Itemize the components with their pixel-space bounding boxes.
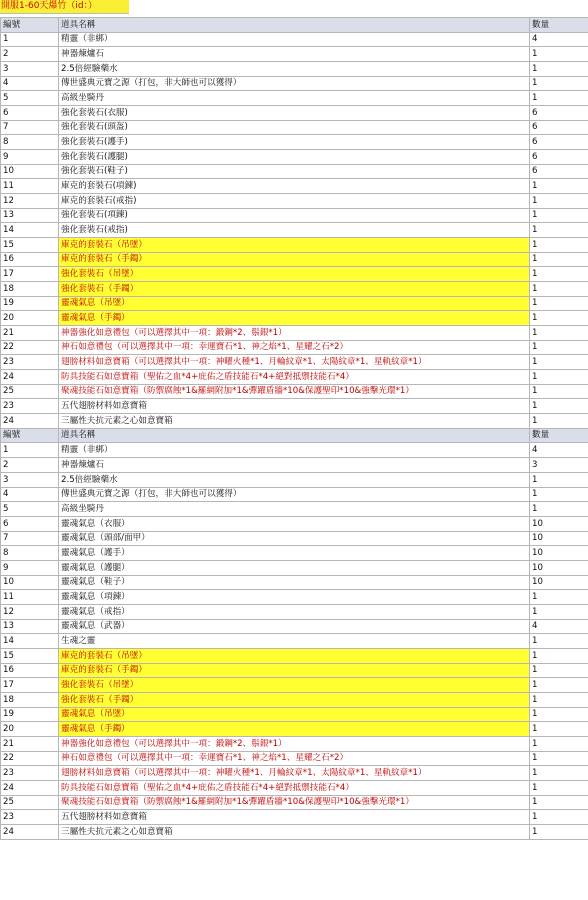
qty-cell[interactable]: 1 — [530, 296, 588, 311]
table-row — [1, 634, 588, 649]
num-cell[interactable]: 9 — [1, 150, 59, 165]
num-cell[interactable]: 11 — [1, 179, 59, 194]
num-cell[interactable]: 3 — [1, 62, 59, 77]
name-cell[interactable]: 強化套裝石(頭盔) — [59, 120, 530, 135]
qty-cell[interactable]: 1 — [530, 707, 588, 722]
name-cell[interactable]: 強化套裝石(衣服) — [59, 106, 530, 121]
num-cell[interactable]: 22 — [1, 751, 59, 766]
qty-cell[interactable]: 1 — [530, 62, 588, 77]
table-row — [1, 575, 588, 590]
qty-cell[interactable]: 3 — [530, 458, 588, 473]
table-row — [1, 355, 588, 370]
table-row — [1, 414, 588, 429]
qty-cell[interactable]: 1 — [530, 91, 588, 106]
num-cell[interactable]: 17 — [1, 267, 59, 282]
qty-cell[interactable]: 4 — [530, 32, 588, 47]
num-cell[interactable]: 5 — [1, 91, 59, 106]
qty-cell[interactable]: 10 — [530, 546, 588, 561]
table-row — [1, 32, 588, 47]
name-cell[interactable]: 強化套裝石(鞋子) — [59, 164, 530, 179]
qty-cell[interactable]: 1 — [530, 648, 588, 663]
qty-cell[interactable]: 1 — [530, 487, 588, 502]
name-cell[interactable]: 三屬性夫抗元素之心如意寶箱 — [59, 824, 530, 839]
num-cell[interactable]: 15 — [1, 648, 59, 663]
num-cell[interactable]: 4 — [1, 487, 59, 502]
name-cell[interactable]: 神石如意禮包（可以選擇其中一項：幸運寶石*1、神之焰*1、星耀之石*2） — [59, 340, 530, 355]
name-cell[interactable]: 強化套裝石（吊墜） — [59, 678, 530, 693]
table-row — [1, 370, 588, 385]
header-num-cell[interactable]: 編號 — [1, 428, 59, 443]
name-cell[interactable]: 高級坐騎丹 — [59, 502, 530, 517]
table-row — [1, 47, 588, 62]
name-cell[interactable]: 強化套裝石(項鍊) — [59, 208, 530, 223]
qty-cell[interactable]: 10 — [530, 560, 588, 575]
name-cell[interactable]: 五代翅膀材料如意寶箱 — [59, 810, 530, 825]
qty-cell[interactable]: 1 — [530, 311, 588, 326]
qty-cell[interactable]: 6 — [530, 150, 588, 165]
table-row — [1, 326, 588, 341]
table-row — [1, 780, 588, 795]
qty-cell[interactable]: 1 — [530, 751, 588, 766]
num-cell[interactable]: 2 — [1, 47, 59, 62]
table-row — [1, 663, 588, 678]
num-cell[interactable]: 12 — [1, 604, 59, 619]
qty-cell[interactable]: 6 — [530, 106, 588, 121]
qty-cell[interactable]: 1 — [530, 678, 588, 693]
qty-cell[interactable]: 1 — [530, 223, 588, 238]
name-cell[interactable]: 靈魂氣息（手鐲） — [59, 311, 530, 326]
name-cell[interactable]: 庫克的套裝石（手鐲） — [59, 663, 530, 678]
header-name-cell[interactable]: 道具名稱 — [59, 18, 530, 33]
table-row — [1, 238, 588, 253]
table-row — [1, 340, 588, 355]
table-row — [1, 120, 588, 135]
name-cell[interactable]: 三屬性夫抗元素之心如意寶箱 — [59, 414, 530, 429]
table-row — [1, 604, 588, 619]
name-cell[interactable]: 靈魂氣息（護手） — [59, 546, 530, 561]
header-row — [1, 428, 588, 443]
name-cell[interactable]: 強化套裝石（手鐲） — [59, 692, 530, 707]
qty-cell[interactable]: 1 — [530, 340, 588, 355]
name-cell[interactable]: 庫克的套裝石（吊墜） — [59, 238, 530, 253]
num-cell[interactable]: 9 — [1, 560, 59, 575]
qty-cell[interactable]: 1 — [530, 692, 588, 707]
table-row — [1, 707, 588, 722]
table-row — [1, 648, 588, 663]
qty-cell[interactable]: 1 — [530, 179, 588, 194]
name-cell[interactable]: 強化套裝石(護手) — [59, 135, 530, 150]
table-row — [1, 150, 588, 165]
name-cell[interactable]: 靈魂氣息（武器） — [59, 619, 530, 634]
num-cell[interactable]: 15 — [1, 238, 59, 253]
table-row — [1, 62, 588, 77]
name-cell[interactable]: 靈魂氣息（鞋子） — [59, 575, 530, 590]
name-cell[interactable]: 庫克的套裝石（手鐲） — [59, 252, 530, 267]
num-cell[interactable]: 10 — [1, 575, 59, 590]
header-num-cell[interactable]: 編號 — [1, 18, 59, 33]
name-cell[interactable]: 靈魂氣息（手鐲） — [59, 722, 530, 737]
name-cell[interactable]: 靈魂氣息（戒指） — [59, 604, 530, 619]
qty-cell[interactable]: 1 — [530, 766, 588, 781]
qty-cell[interactable]: 1 — [530, 238, 588, 253]
num-cell[interactable]: 23 — [1, 355, 59, 370]
table-row — [1, 766, 588, 781]
num-cell[interactable]: 20 — [1, 722, 59, 737]
num-cell[interactable]: 24 — [1, 780, 59, 795]
header-name-cell[interactable]: 道具名稱 — [59, 428, 530, 443]
qty-cell[interactable]: 1 — [530, 47, 588, 62]
table-row — [1, 106, 588, 121]
qty-cell[interactable]: 1 — [530, 604, 588, 619]
num-cell[interactable]: 16 — [1, 663, 59, 678]
qty-cell[interactable]: 6 — [530, 120, 588, 135]
name-cell[interactable]: 精靈（非綁） — [59, 443, 530, 458]
qty-cell[interactable]: 1 — [530, 795, 588, 810]
table-row — [1, 179, 588, 194]
num-cell[interactable]: 1 — [1, 443, 59, 458]
num-cell[interactable]: 25 — [1, 795, 59, 810]
table-row — [1, 810, 588, 825]
name-cell[interactable]: 翅膀材料如意寶箱（可以選擇其中一項：神曜火種*1、月輪紋章*1、太陽紋章*1、星軌紋章*1） — [59, 355, 530, 370]
num-cell[interactable]: 1 — [1, 32, 59, 47]
qty-cell[interactable]: 1 — [530, 824, 588, 839]
num-cell[interactable]: 18 — [1, 282, 59, 297]
name-cell[interactable]: 強化套裝石(戒指) — [59, 223, 530, 238]
qty-cell[interactable]: 1 — [530, 780, 588, 795]
qty-cell[interactable]: 1 — [530, 384, 588, 399]
name-cell[interactable]: 高級坐騎丹 — [59, 91, 530, 106]
num-cell[interactable]: 13 — [1, 208, 59, 223]
qty-cell[interactable]: 1 — [530, 267, 588, 282]
header-qty-cell[interactable]: 數量 — [530, 18, 588, 33]
name-cell[interactable]: 五代翅膀材料如意寶箱 — [59, 399, 530, 414]
name-cell[interactable]: 聚魂技能石如意寶箱（防禦腐蝕*1&羅網附加*1&彈躍盾牆*10&保護聖印*10&強擊光環*1） — [59, 795, 530, 810]
table-row — [1, 164, 588, 179]
num-cell[interactable]: 3 — [1, 472, 59, 487]
num-cell[interactable]: 10 — [1, 164, 59, 179]
name-cell[interactable]: 2.5倍經驗藥水 — [59, 472, 530, 487]
num-cell[interactable]: 24 — [1, 370, 59, 385]
table-row — [1, 399, 588, 414]
table-row — [1, 736, 588, 751]
header-row — [1, 18, 588, 33]
qty-cell[interactable]: 10 — [530, 531, 588, 546]
name-cell[interactable]: 庫克的套裝石（吊墜） — [59, 648, 530, 663]
table-row — [1, 223, 588, 238]
qty-cell[interactable]: 6 — [530, 164, 588, 179]
name-cell[interactable]: 精靈（非綁） — [59, 32, 530, 47]
name-cell[interactable]: 神石如意禮包（可以選擇其中一項：幸運寶石*1、神之焰*1、星耀之石*2） — [59, 751, 530, 766]
table-row — [1, 722, 588, 737]
qty-cell[interactable]: 1 — [530, 355, 588, 370]
num-cell[interactable]: 19 — [1, 707, 59, 722]
qty-cell[interactable]: 1 — [530, 634, 588, 649]
qty-cell[interactable]: 6 — [530, 135, 588, 150]
table-row — [1, 267, 588, 282]
num-cell[interactable]: 13 — [1, 619, 59, 634]
num-cell[interactable]: 21 — [1, 326, 59, 341]
name-cell[interactable]: 庫克的套裝石(項鍊) — [59, 179, 530, 194]
table-row — [1, 472, 588, 487]
name-cell[interactable]: 靈魂氣息（頭部/面甲） — [59, 531, 530, 546]
name-cell[interactable]: 庫克的套裝石(戒指) — [59, 194, 530, 209]
num-cell[interactable]: 24 — [1, 414, 59, 429]
table-row — [1, 208, 588, 223]
qty-cell[interactable]: 1 — [530, 502, 588, 517]
num-cell[interactable]: 18 — [1, 692, 59, 707]
name-cell[interactable]: 強化套裝石（吊墜） — [59, 267, 530, 282]
table-row — [1, 443, 588, 458]
name-cell[interactable]: 靈魂氣息（項鍊） — [59, 590, 530, 605]
num-cell[interactable]: 17 — [1, 678, 59, 693]
name-cell[interactable]: 傳世盛典元寶之源（打包，非大師也可以獲得） — [59, 487, 530, 502]
num-cell[interactable]: 21 — [1, 736, 59, 751]
num-cell[interactable]: 7 — [1, 531, 59, 546]
qty-cell[interactable]: 1 — [530, 252, 588, 267]
table-row — [1, 546, 588, 561]
table-row — [1, 751, 588, 766]
name-cell[interactable]: 強化套裝石(護腿) — [59, 150, 530, 165]
name-cell[interactable]: 傳世盛典元寶之源（打包，非大師也可以獲得） — [59, 76, 530, 91]
table-row — [1, 619, 588, 634]
table-row — [1, 516, 588, 531]
name-cell[interactable]: 靈魂氣息（護腿） — [59, 560, 530, 575]
table-row — [1, 678, 588, 693]
table-row — [1, 91, 588, 106]
num-cell[interactable]: 23 — [1, 399, 59, 414]
name-cell[interactable]: 2.5倍經驗藥水 — [59, 62, 530, 77]
qty-cell[interactable]: 1 — [530, 282, 588, 297]
table-row — [1, 487, 588, 502]
qty-cell[interactable]: 1 — [530, 590, 588, 605]
item-table — [0, 17, 588, 840]
table-row — [1, 795, 588, 810]
qty-cell[interactable]: 1 — [530, 472, 588, 487]
name-cell[interactable]: 強化套裝石（手鐲） — [59, 282, 530, 297]
num-cell[interactable]: 7 — [1, 120, 59, 135]
name-cell[interactable]: 神器強化如意禮包（可以選擇其中一項：鍛鋼*2、鬃銀*1） — [59, 326, 530, 341]
num-cell[interactable]: 5 — [1, 502, 59, 517]
table-row — [1, 502, 588, 517]
qty-cell[interactable]: 1 — [530, 399, 588, 414]
name-cell[interactable]: 靈魂氣息（吊墜） — [59, 707, 530, 722]
table-row — [1, 282, 588, 297]
table-row — [1, 311, 588, 326]
qty-cell[interactable]: 1 — [530, 722, 588, 737]
table-row — [1, 692, 588, 707]
num-cell[interactable]: 23 — [1, 766, 59, 781]
num-cell[interactable]: 6 — [1, 516, 59, 531]
table-row — [1, 384, 588, 399]
num-cell[interactable]: 14 — [1, 634, 59, 649]
qty-cell[interactable]: 1 — [530, 326, 588, 341]
table-row — [1, 194, 588, 209]
num-cell[interactable]: 22 — [1, 340, 59, 355]
num-cell[interactable]: 11 — [1, 590, 59, 605]
num-cell[interactable]: 23 — [1, 810, 59, 825]
qty-cell[interactable]: 1 — [530, 736, 588, 751]
qty-cell[interactable]: 4 — [530, 619, 588, 634]
qty-cell[interactable]: 1 — [530, 208, 588, 223]
name-cell[interactable]: 防具技能石如意寶箱（聖佑之血*4+庇佑之盾技能石*4+絕對抵禦技能石*4） — [59, 780, 530, 795]
table-row — [1, 560, 588, 575]
name-cell[interactable]: 神器煉爐石 — [59, 47, 530, 62]
sheet-title: 開服1-60天爆竹（id：） — [0, 0, 129, 14]
num-cell[interactable]: 24 — [1, 824, 59, 839]
table-row — [1, 296, 588, 311]
name-cell[interactable]: 生魂之靈 — [59, 634, 530, 649]
num-cell[interactable]: 20 — [1, 311, 59, 326]
qty-cell[interactable]: 1 — [530, 76, 588, 91]
table-row — [1, 458, 588, 473]
qty-cell[interactable]: 10 — [530, 516, 588, 531]
qty-cell[interactable]: 1 — [530, 810, 588, 825]
num-cell[interactable]: 8 — [1, 546, 59, 561]
table-row — [1, 252, 588, 267]
name-cell[interactable]: 神器煉爐石 — [59, 458, 530, 473]
qty-cell[interactable]: 4 — [530, 443, 588, 458]
item-table-body — [1, 18, 588, 840]
num-cell[interactable]: 14 — [1, 223, 59, 238]
name-cell[interactable]: 防具技能石如意寶箱（聖佑之血*4+庇佑之盾技能石*4+絕對抵禦技能石*4） — [59, 370, 530, 385]
qty-cell[interactable]: 1 — [530, 663, 588, 678]
qty-cell[interactable]: 10 — [530, 575, 588, 590]
num-cell[interactable]: 16 — [1, 252, 59, 267]
num-cell[interactable]: 2 — [1, 458, 59, 473]
name-cell[interactable]: 聚魂技能石如意寶箱（防禦腐蝕*1&羅網附加*1&彈躍盾牆*10&保護聖印*10&強擊光環*1） — [59, 384, 530, 399]
num-cell[interactable]: 12 — [1, 194, 59, 209]
num-cell[interactable]: 19 — [1, 296, 59, 311]
num-cell[interactable]: 25 — [1, 384, 59, 399]
num-cell[interactable]: 6 — [1, 106, 59, 121]
name-cell[interactable]: 翅膀材料如意寶箱（可以選擇其中一項：神曜火種*1、月輪紋章*1、太陽紋章*1、星軌紋章*1） — [59, 766, 530, 781]
name-cell[interactable]: 靈魂氣息（吊墜） — [59, 296, 530, 311]
qty-cell[interactable]: 1 — [530, 194, 588, 209]
qty-cell[interactable]: 1 — [530, 370, 588, 385]
name-cell[interactable]: 神器強化如意禮包（可以選擇其中一項：鍛鋼*2、鬃銀*1） — [59, 736, 530, 751]
num-cell[interactable]: 8 — [1, 135, 59, 150]
name-cell[interactable]: 靈魂氣息（衣服） — [59, 516, 530, 531]
qty-cell[interactable]: 1 — [530, 414, 588, 429]
table-row — [1, 531, 588, 546]
table-row — [1, 824, 588, 839]
header-qty-cell[interactable]: 數量 — [530, 428, 588, 443]
table-row — [1, 76, 588, 91]
table-row — [1, 590, 588, 605]
table-row — [1, 135, 588, 150]
num-cell[interactable]: 4 — [1, 76, 59, 91]
